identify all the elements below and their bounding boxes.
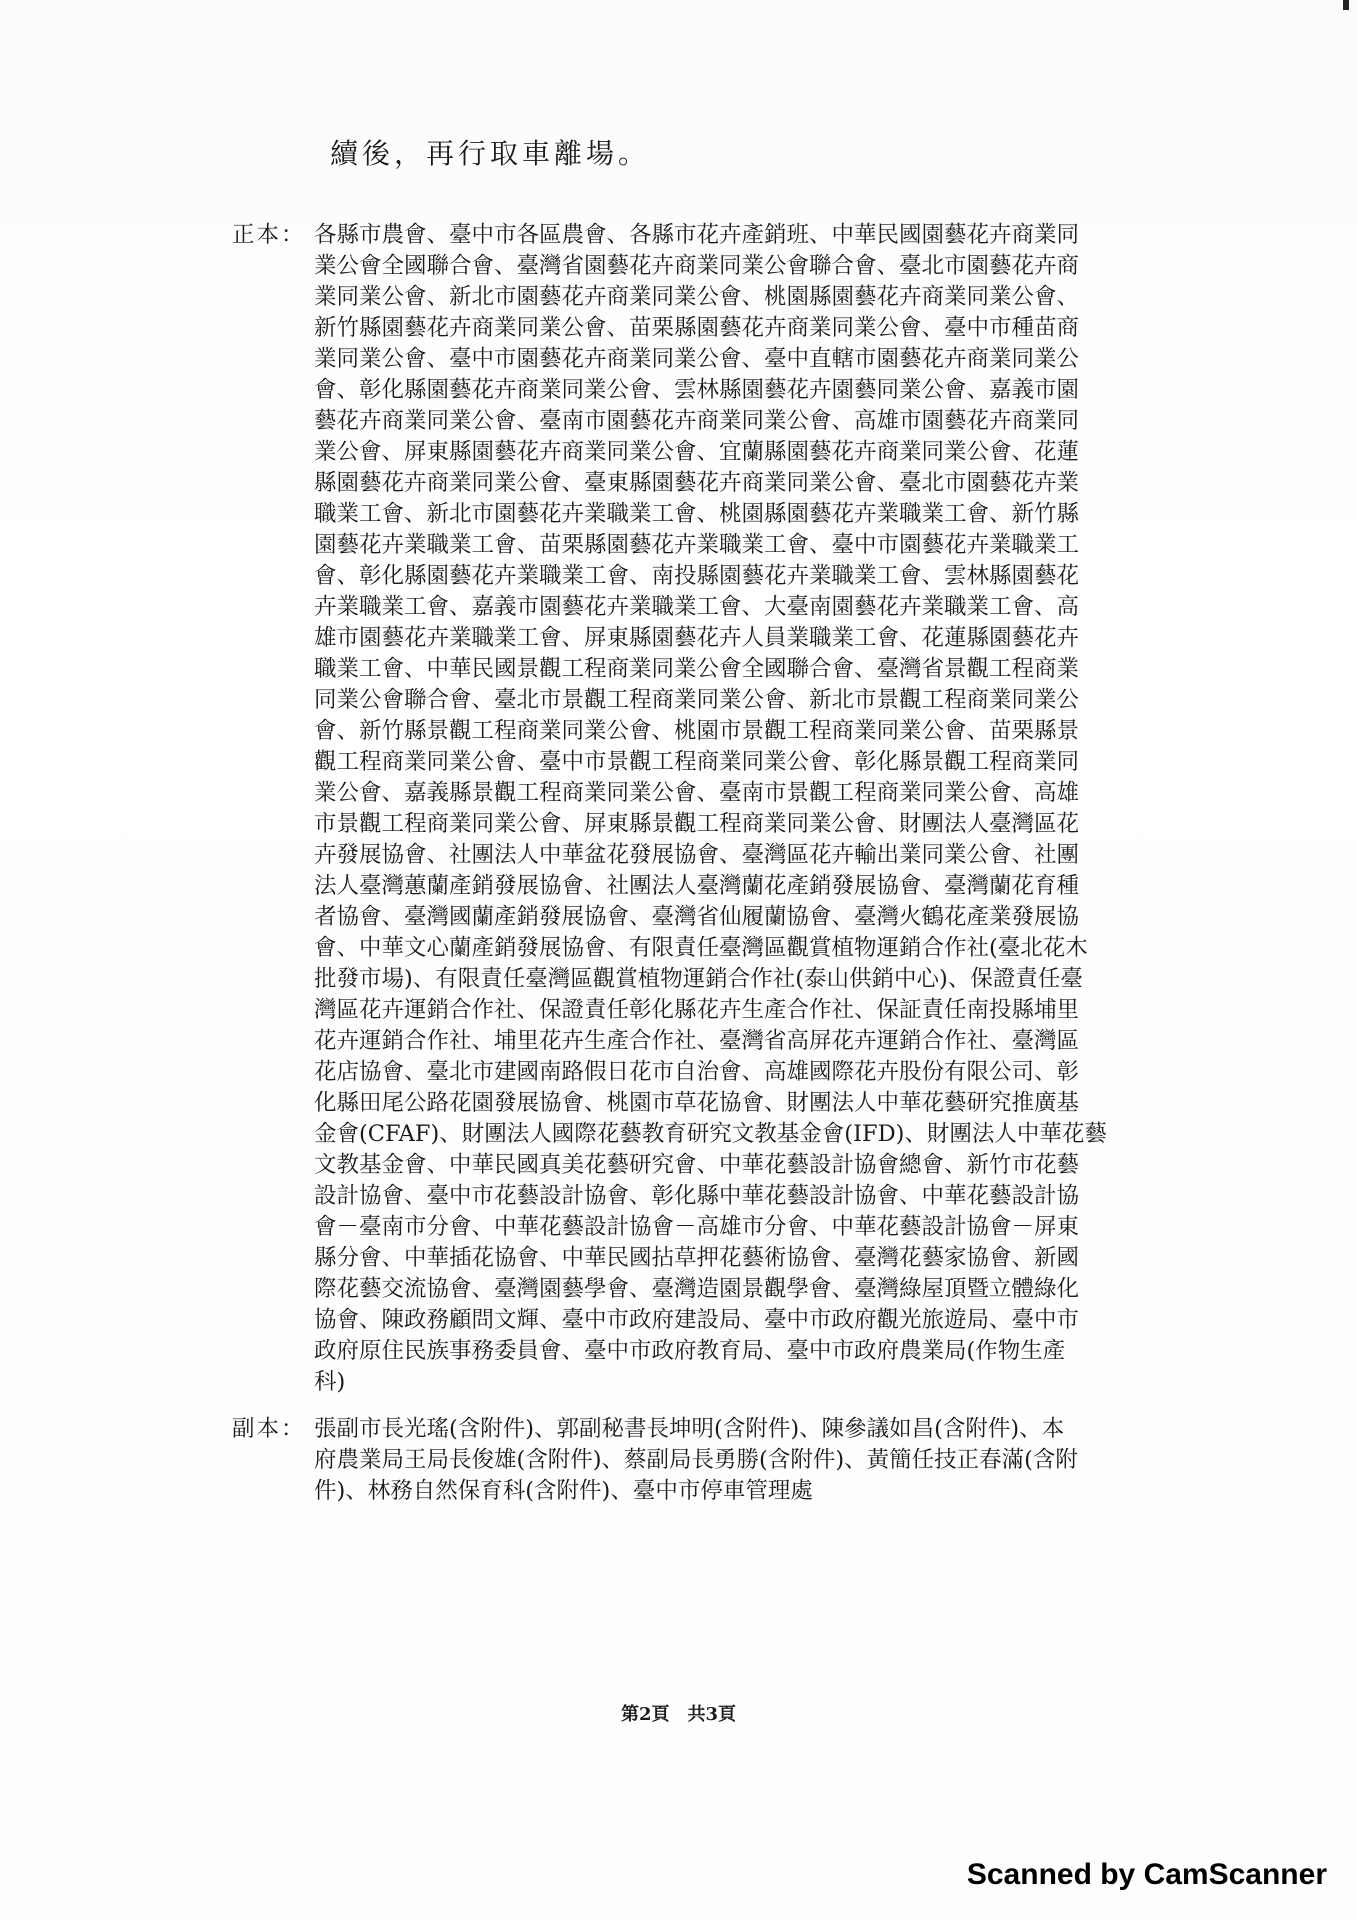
main-recipients-line: 業同業公會、臺中市園藝花卉商業同業公會、臺中直轄市園藝花卉商業同業公 xyxy=(314,346,1080,372)
copy-recipients-line: 府農業局王局長俊雄(含附件)、蔡副局長勇勝(含附件)、黃簡任技正春滿(含附 xyxy=(314,1447,1078,1473)
main-recipients-line: 批發市場)、有限責任臺灣區觀賞植物運銷合作社(泰山供銷中心)、保證責任臺 xyxy=(314,966,1083,992)
main-recipients-line: 設計協會、臺中市花藝設計協會、彰化縣中華花藝設計協會、中華花藝設計協 xyxy=(314,1183,1080,1209)
main-recipients-line: 新竹縣園藝花卉商業同業公會、苗栗縣園藝花卉商業同業公會、臺中市種苗商 xyxy=(314,315,1080,341)
main-recipients-line: 各縣市農會、臺中市各區農會、各縣市花卉產銷班、中華民國園藝花卉商業同 xyxy=(314,222,1080,248)
main-recipients-line: 縣分會、中華插花協會、中華民國拈草押花藝術協會、臺灣花藝家協會、新國 xyxy=(314,1245,1080,1271)
main-recipients-line: 金會(CFAF)、財團法人國際花藝教育研究文教基金會(IFD)、財團法人中華花藝 xyxy=(314,1121,1107,1147)
main-recipients-line: 花卉運銷合作社、埔里花卉生產合作社、臺灣省高屏花卉運銷合作社、臺灣區 xyxy=(314,1028,1080,1054)
main-recipients-line: 縣園藝花卉商業同業公會、臺東縣園藝花卉商業同業公會、臺北市園藝花卉業 xyxy=(314,470,1080,496)
main-recipients-line: 觀工程商業同業公會、臺中市景觀工程商業同業公會、彰化縣景觀工程商業同 xyxy=(314,749,1080,775)
main-recipients-line: 協會、陳政務顧問文輝、臺中市政府建設局、臺中市政府觀光旅遊局、臺中市 xyxy=(314,1307,1080,1333)
main-recipients-line: 灣區花卉運銷合作社、保證責任彰化縣花卉生產合作社、保証責任南投縣埔里 xyxy=(314,997,1080,1023)
main-recipients-line: 會－臺南市分會、中華花藝設計協會－高雄市分會、中華花藝設計協會－屏東 xyxy=(314,1214,1080,1240)
main-recipients-line: 同業公會聯合會、臺北市景觀工程商業同業公會、新北市景觀工程商業同業公 xyxy=(314,687,1080,713)
main-recipients-line: 業公會全國聯合會、臺灣省園藝花卉商業同業公會聯合會、臺北市園藝花卉商 xyxy=(314,253,1080,279)
main-recipients-line: 卉業職業工會、嘉義市園藝花卉業職業工會、大臺南園藝花卉業職業工會、高 xyxy=(314,594,1080,620)
page-number: 第2頁 共3頁 xyxy=(620,1704,737,1725)
main-recipients-line: 職業工會、新北市園藝花卉業職業工會、桃園縣園藝花卉業職業工會、新竹縣 xyxy=(314,501,1080,527)
copy-recipients-label: 副本： xyxy=(232,1416,306,1442)
main-recipients-line: 際花藝交流協會、臺灣園藝學會、臺灣造園景觀學會、臺灣綠屋頂暨立體綠化 xyxy=(314,1276,1080,1302)
camscanner-watermark: Scanned by CamScanner xyxy=(966,1858,1327,1891)
main-recipients-line: 文教基金會、中華民國真美花藝研究會、中華花藝設計協會總會、新竹市花藝 xyxy=(314,1152,1080,1178)
corner-mark xyxy=(1343,0,1349,10)
main-recipients-line: 卉發展協會、社團法人中華盆花發展協會、臺灣區花卉輸出業同業公會、社團 xyxy=(314,842,1080,868)
copy-recipients-list xyxy=(314,1414,1212,1507)
main-recipients-line: 職業工會、中華民國景觀工程商業同業公會全國聯合會、臺灣省景觀工程商業 xyxy=(314,656,1080,682)
copy-recipients-line: 張副市長光瑤(含附件)、郭副秘書長坤明(含附件)、陳參議如昌(含附件)、本 xyxy=(314,1416,1065,1442)
main-recipients-line: 藝花卉商業同業公會、臺南市園藝花卉商業同業公會、高雄市園藝花卉商業同 xyxy=(314,408,1080,434)
continuation-text: 續後，再行取車離場。 xyxy=(330,137,651,170)
main-recipients-line: 化縣田尾公路花園發展協會、桃園市草花協會、財團法人中華花藝研究推廣基 xyxy=(314,1090,1080,1116)
main-recipients-list xyxy=(314,220,1212,1398)
main-recipients-line: 會、彰化縣園藝花卉業職業工會、南投縣園藝花卉業職業工會、雲林縣園藝花 xyxy=(314,563,1080,589)
main-recipients-line: 法人臺灣蕙蘭產銷發展協會、社團法人臺灣蘭花產銷發展協會、臺灣蘭花育種 xyxy=(314,873,1080,899)
main-recipients-line: 業公會、嘉義縣景觀工程商業同業公會、臺南市景觀工程商業同業公會、高雄 xyxy=(314,780,1080,806)
main-recipients-line: 業同業公會、新北市園藝花卉商業同業公會、桃園縣園藝花卉商業同業公會、 xyxy=(314,284,1080,310)
main-recipients-line: 花店協會、臺北市建國南路假日花市自治會、高雄國際花卉股份有限公司、彰 xyxy=(314,1059,1080,1085)
main-recipients-label: 正本： xyxy=(232,222,306,248)
main-recipients-line: 會、新竹縣景觀工程商業同業公會、桃園市景觀工程商業同業公會、苗栗縣景 xyxy=(314,718,1080,744)
main-recipients-line: 政府原住民族事務委員會、臺中市政府教育局、臺中市政府農業局(作物生產 xyxy=(314,1338,1066,1364)
main-recipients-line: 雄市園藝花卉業職業工會、屏東縣園藝花卉人員業職業工會、花蓮縣園藝花卉 xyxy=(314,625,1080,651)
copy-recipients-line: 件)、林務自然保育科(含附件)、臺中市停車管理處 xyxy=(314,1478,813,1504)
main-recipients-line: 會、彰化縣園藝花卉商業同業公會、雲林縣園藝花卉園藝同業公會、嘉義市園 xyxy=(314,377,1080,403)
main-recipients-line: 園藝花卉業職業工會、苗栗縣園藝花卉業職業工會、臺中市園藝花卉業職業工 xyxy=(314,532,1080,558)
main-recipients-line: 者協會、臺灣國蘭產銷發展協會、臺灣省仙履蘭協會、臺灣火鶴花產業發展協 xyxy=(314,904,1080,930)
main-recipients-line: 市景觀工程商業同業公會、屏東縣景觀工程商業同業公會、財團法人臺灣區花 xyxy=(314,811,1080,837)
main-recipients-line: 科) xyxy=(314,1369,346,1395)
main-recipients-line: 業公會、屏東縣園藝花卉商業同業公會、宜蘭縣園藝花卉商業同業公會、花蓮 xyxy=(314,439,1080,465)
main-recipients-line: 會、中華文心蘭產銷發展協會、有限責任臺灣區觀賞植物運銷合作社(臺北花木 xyxy=(314,935,1088,961)
